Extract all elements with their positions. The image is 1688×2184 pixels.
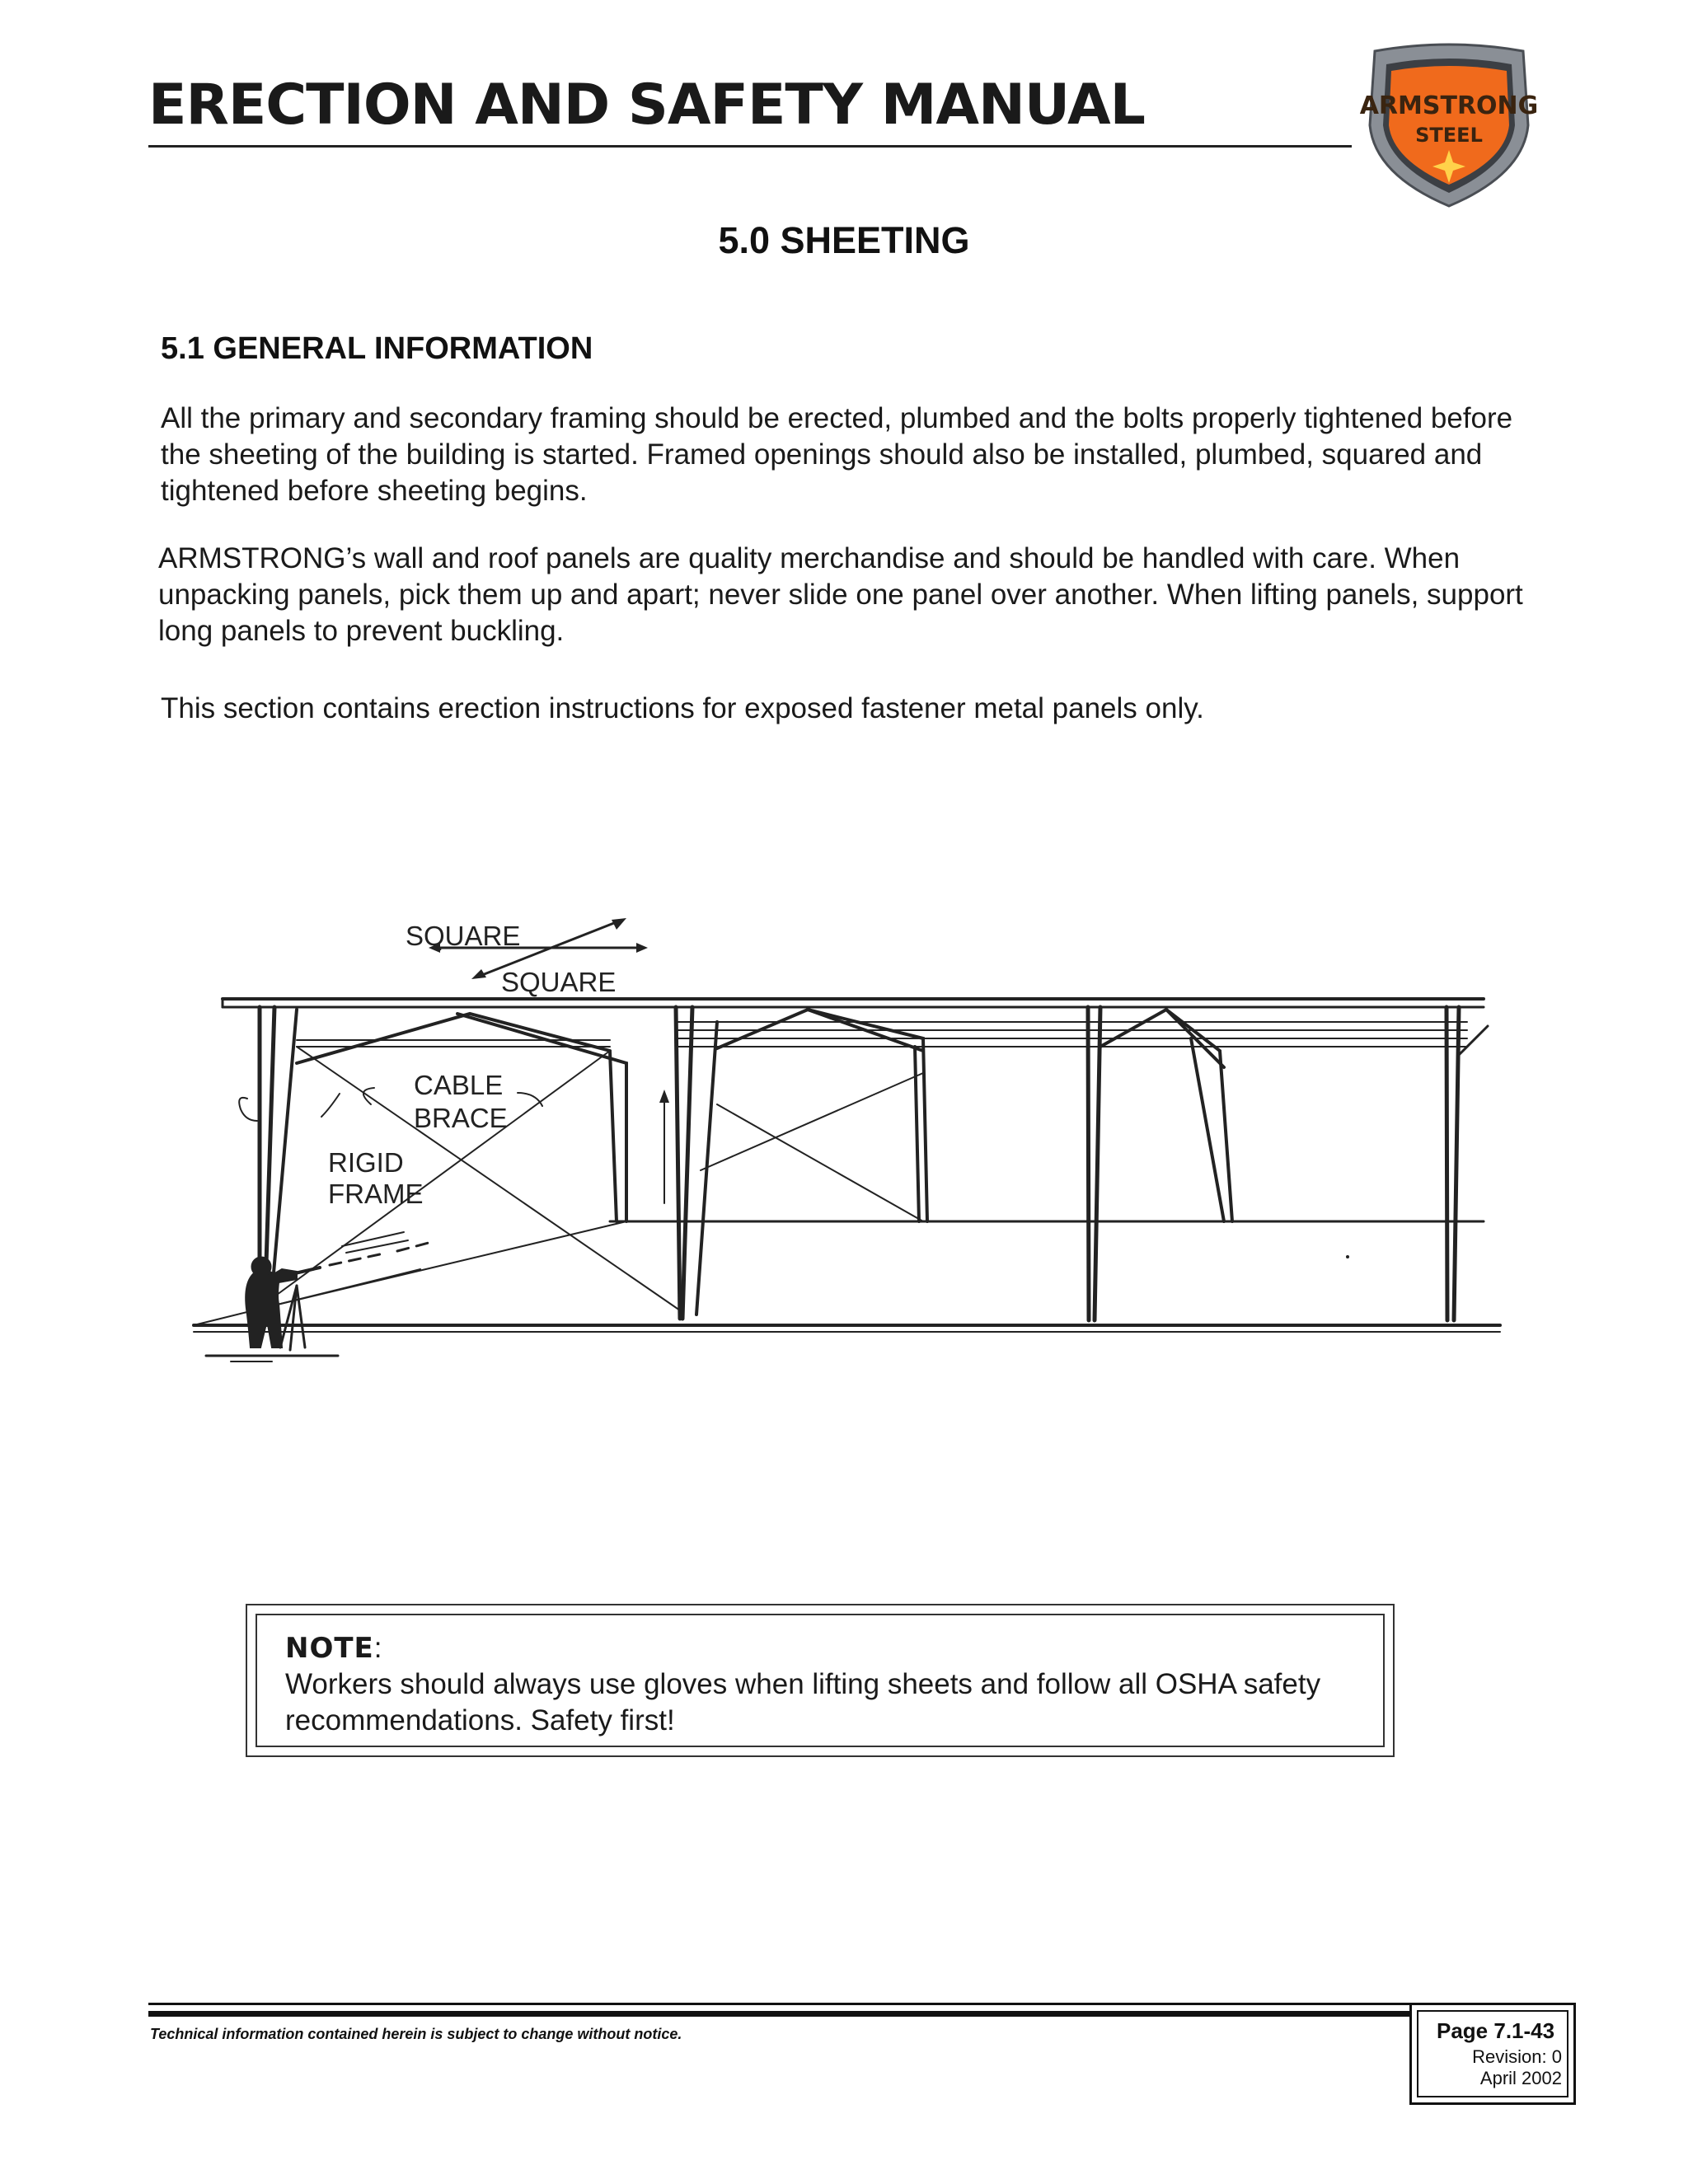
- note-body: Workers should always use gloves when lifting sheets and follow all OSHA safety recommendations. Safety first!: [285, 1668, 1321, 1736]
- logo-text-armstrong: ARMSTRONG: [1359, 91, 1539, 120]
- note-box: NOTE: Workers should always use gloves when lifting sheets and follow all OSHA safety recommendations. Safety first!: [246, 1604, 1395, 1757]
- label-rigid-frame-2: FRAME: [328, 1179, 424, 1209]
- armstrong-steel-logo: [1358, 43, 1540, 209]
- footer-disclaimer: Technical information contained herein is subject to change without notice.: [150, 2026, 682, 2042]
- surveyor-figure: [206, 1232, 429, 1361]
- label-cable-brace-1: CABLE: [414, 1070, 504, 1100]
- title-rule: [148, 145, 1352, 148]
- section-title: 5.0 SHEETING: [718, 219, 970, 261]
- paragraph-framing: All the primary and secondary framing should be erected, plumbed and the bolts properly tightened before the sheeting of the building is started. Framed openings should also be installed, plumbed, squared and tightened before sheeting begins.: [161, 402, 1513, 507]
- subsection-title: 5.1 GENERAL INFORMATION: [161, 331, 593, 366]
- paragraph-panel-handling: ARMSTRONG’s wall and roof panels are quality merchandise and should be handled with care. When unpacking panels, pick them up and apart; never slide one panel over another. When lifting panels, support long panels to prevent buckling.: [158, 542, 1523, 647]
- label-rigid-frame-1: RIGID: [328, 1147, 404, 1178]
- paragraph-scope: This section contains erection instructions for exposed fastener metal panels only.: [161, 692, 1204, 724]
- label-square-bottom: SQUARE: [501, 967, 617, 997]
- page-number: Page 7.1-43: [1437, 2018, 1555, 2043]
- label-cable-brace-2: BRACE: [414, 1103, 508, 1133]
- page-date: April 2002: [1479, 2068, 1562, 2088]
- logo-text-steel: STEEL: [1415, 124, 1483, 147]
- page-info-box: [1409, 2003, 1576, 2105]
- rigid-frame-columns: [260, 1007, 1488, 1320]
- revision: Revision: 0: [1472, 2046, 1562, 2067]
- note-heading: NOTE: [285, 1632, 374, 1665]
- manual-title: ERECTION AND SAFETY MANUAL: [148, 73, 1145, 138]
- footer-rule-heavy: [148, 2011, 1409, 2017]
- label-square-top: SQUARE: [406, 921, 521, 951]
- framing-diagram: [181, 898, 1517, 1426]
- footer-rule: [148, 2003, 1409, 2005]
